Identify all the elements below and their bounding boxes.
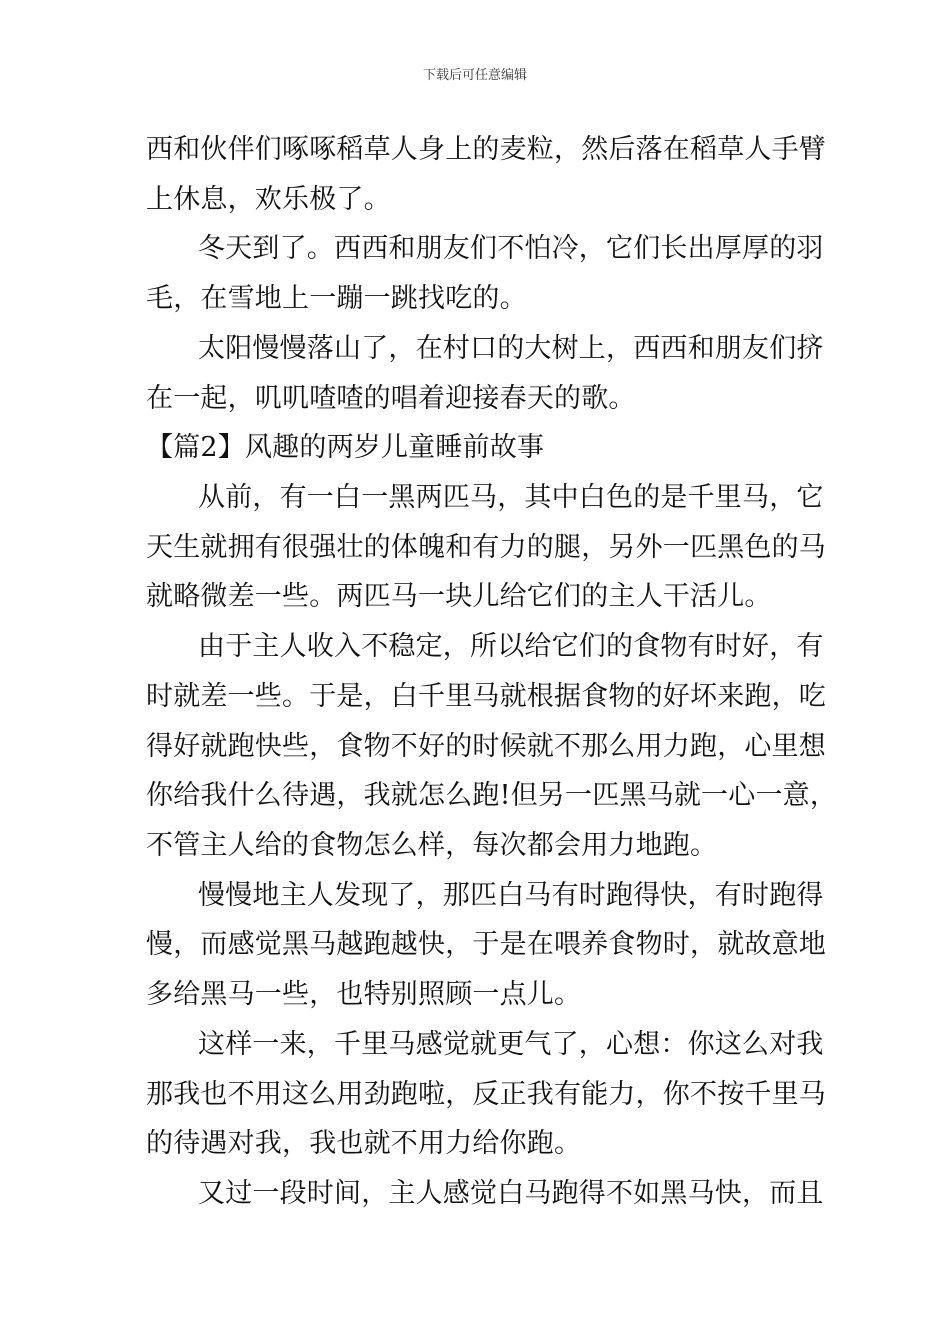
text-line: 从前，有一白一黑两匹马，其中白色的是千里马，它 <box>198 482 824 513</box>
text-line: 多给黑马一些，也特别照顾一点儿。 <box>146 979 582 1010</box>
text-line: 在一起，叽叽喳喳的唱着迎接春天的歌。 <box>146 383 636 414</box>
text-line: 又过一段时间，主人感觉白马跑得不如黑马快，而且 <box>198 1178 824 1209</box>
text-line: 的待遇对我，我也就不用力给你跑。 <box>146 1128 582 1159</box>
text-line: 慢慢地主人发现了，那匹白马有时跑得快，有时跑得 <box>198 880 824 911</box>
text-line: 不管主人给的食物怎么样，每次都会用力地跑。 <box>146 830 718 861</box>
text-line: 那我也不用这么用劲跑啦，反正我有能力，你不按千里马 <box>146 1079 826 1110</box>
text-line: 得好就跑快些，食物不好的时候就不那么用力跑，心里想 <box>146 731 826 762</box>
section-heading: 【篇2】风趣的两岁儿童睡前故事 <box>146 432 545 463</box>
text-line: 就略微差一些。两匹马一块儿给它们的主人干活儿。 <box>146 581 772 612</box>
text-line: 由于主人收入不稳定，所以给它们的食物有时好，有 <box>198 631 824 662</box>
text-line: 慢，而感觉黑马越跑越快，于是在喂养食物时，就故意地 <box>146 929 826 960</box>
text-line: 冬天到了。西西和朋友们不怕冷，它们长出厚厚的羽 <box>198 233 824 264</box>
text-line: 这样一来，千里马感觉就更气了，心想：你这么对我 <box>198 1029 824 1060</box>
text-line: 你给我什么待遇，我就怎么跑!但另一匹黑马就一心一意， <box>146 780 838 811</box>
text-line: 太阳慢慢落山了，在村口的大树上，西西和朋友们挤 <box>198 333 824 364</box>
page-header: 下载后可任意编辑 <box>422 68 527 83</box>
text-line: 天生就拥有很强壮的体魄和有力的腿，另外一匹黑色的马 <box>146 532 826 563</box>
text-line: 上休息，欢乐极了。 <box>146 184 391 215</box>
text-line: 时就差一些。于是，白千里马就根据食物的好坏来跑，吃 <box>146 681 826 712</box>
text-line: 毛，在雪地上一蹦一跳找吃的。 <box>146 283 527 314</box>
text-line: 西和伙伴们啄啄稻草人身上的麦粒，然后落在稻草人手臂 <box>146 134 826 165</box>
